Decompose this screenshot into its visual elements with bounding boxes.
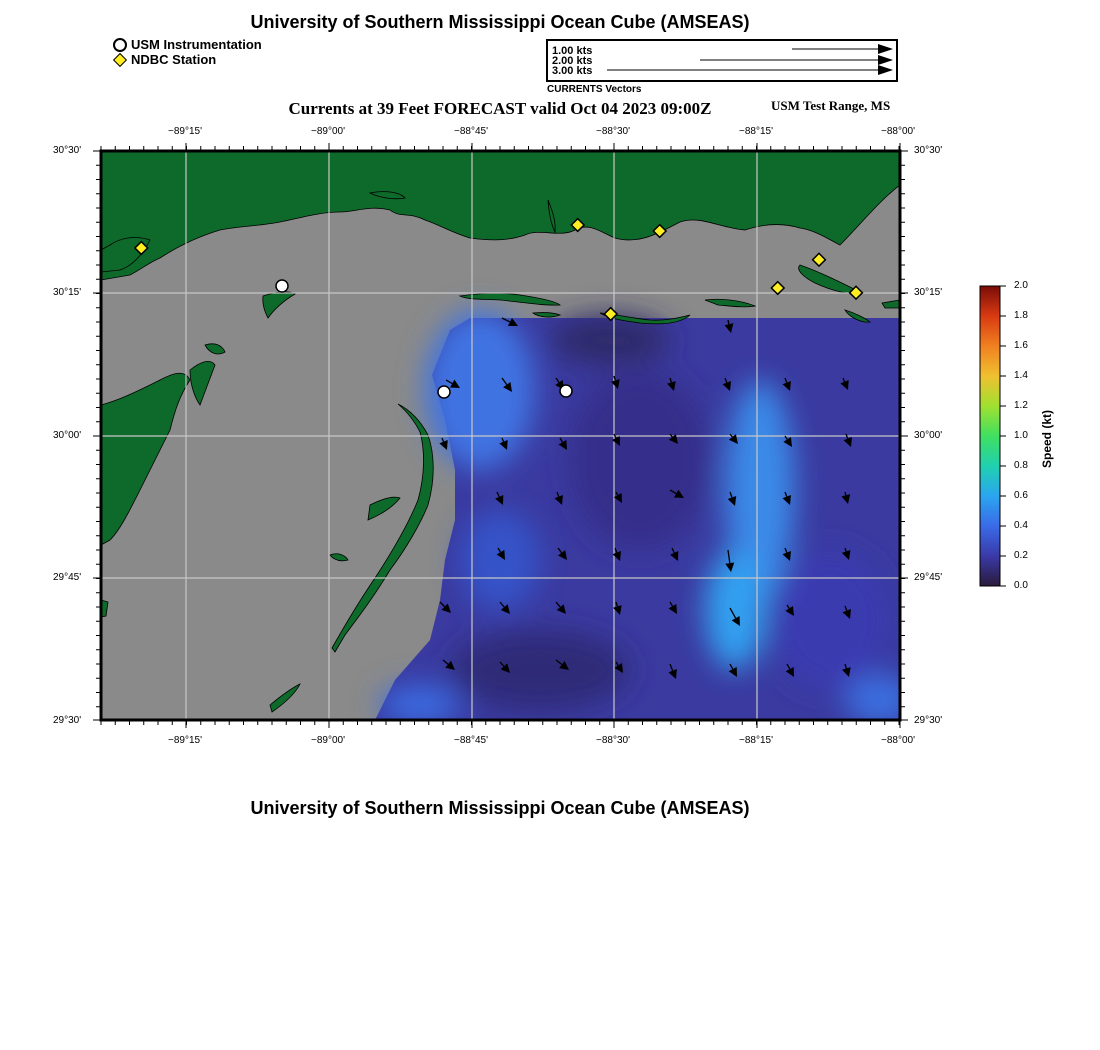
usm-instrument-marker[interactable] <box>560 385 572 397</box>
lat-label-left: 30°00' <box>53 430 82 441</box>
vector-scale-caption: CURRENTS Vectors <box>547 84 642 95</box>
colorbar-tick-label: 1.8 <box>1014 310 1028 321</box>
vector-scale-arrows <box>607 44 893 75</box>
lon-label-top: −88°15' <box>739 126 773 137</box>
colorbar-tick-label: 2.0 <box>1014 280 1028 291</box>
lat-label-right: 30°00' <box>914 430 943 441</box>
legend-ndbc-label: NDBC Station <box>131 52 217 67</box>
lon-label-top: −89°00' <box>311 126 345 137</box>
lon-label-bottom: −88°45' <box>454 735 488 746</box>
legend-usm-label: USM Instrumentation <box>131 37 262 52</box>
scale-label-2: 2.00 kts <box>552 55 593 67</box>
colorbar-tick-label: 1.6 <box>1014 340 1028 351</box>
lon-label-bottom: −88°15' <box>739 735 773 746</box>
scale-label-3: 3.00 kts <box>552 65 593 77</box>
colorbar-tick-label: 1.2 <box>1014 400 1028 411</box>
lat-label-right: 29°45' <box>914 572 943 583</box>
colorbar <box>980 286 1006 586</box>
lat-label-left: 29°45' <box>53 572 82 583</box>
lat-label-left: 30°15' <box>53 287 82 298</box>
colorbar-tick-label: 0.2 <box>1014 550 1028 561</box>
colorbar-tick-label: 0.6 <box>1014 490 1028 501</box>
lon-label-top: −88°00' <box>881 126 915 137</box>
lon-label-bottom: −89°00' <box>311 735 345 746</box>
region-label: USM Test Range, MS <box>771 98 891 113</box>
lat-label-right: 30°15' <box>914 287 943 298</box>
lon-label-bottom: −88°00' <box>881 735 915 746</box>
map-subtitle: Currents at 39 Feet FORECAST valid Oct 04 2023 09:00Z <box>288 99 712 118</box>
lon-label-bottom: −89°15' <box>168 735 202 746</box>
figure-title-bottom: University of Southern Mississippi Ocean Cube (AMSEAS) <box>250 798 750 818</box>
lon-label-top: −88°30' <box>596 126 630 137</box>
colorbar-tick-label: 0.8 <box>1014 460 1028 471</box>
colorbar-tick-label: 1.0 <box>1014 430 1028 441</box>
lon-label-top: −89°15' <box>168 126 202 137</box>
lat-label-right: 29°30' <box>914 715 943 726</box>
colorbar-tick-label: 0.0 <box>1014 580 1028 591</box>
lon-label-top: −88°45' <box>454 126 488 137</box>
scale-label-1: 1.00 kts <box>552 45 593 57</box>
colorbar-tick-label: 0.4 <box>1014 520 1028 531</box>
lat-label-right: 30°30' <box>914 145 943 156</box>
usm-instrument-marker[interactable] <box>276 280 288 292</box>
speed-field <box>375 310 915 725</box>
colorbar-title: Speed (kt) <box>1040 409 1054 468</box>
lat-label-left: 30°30' <box>53 145 82 156</box>
lon-label-bottom: −88°30' <box>596 735 630 746</box>
current-vector-shaft <box>845 492 846 495</box>
lat-label-left: 29°30' <box>53 715 82 726</box>
usm-instrument-marker[interactable] <box>438 386 450 398</box>
colorbar-tick-label: 1.4 <box>1014 370 1028 381</box>
figure-title: University of Southern Mississippi Ocean Cube (AMSEAS) <box>250 12 750 32</box>
